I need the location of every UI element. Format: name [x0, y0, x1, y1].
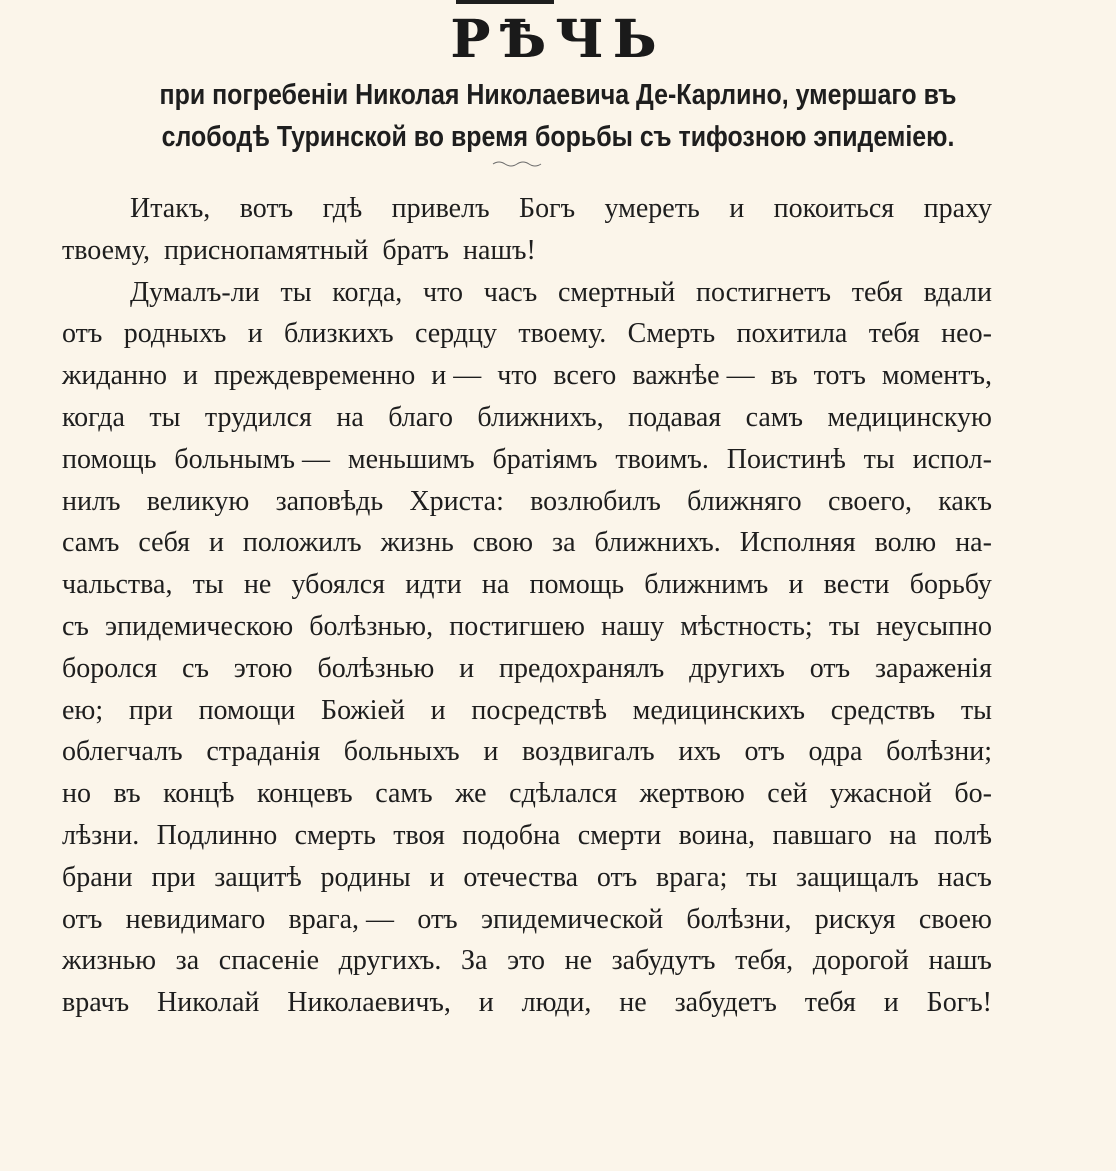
body-word: на-	[955, 527, 992, 559]
body-line	[62, 606, 992, 648]
body-word: концѣ	[163, 778, 235, 810]
body-line	[62, 940, 992, 982]
body-word: нилъ	[62, 485, 121, 517]
body-word: нашъ	[928, 945, 992, 977]
body-line	[62, 272, 992, 314]
top-rule	[456, 0, 554, 4]
body-line	[62, 982, 992, 1024]
body-word: тебя	[851, 276, 903, 308]
body-word: Христа:	[409, 485, 504, 517]
body-word: когда	[62, 401, 125, 433]
body-word: облегчалъ	[62, 736, 183, 768]
body-word: и	[183, 360, 198, 392]
body-word: Николаевичъ,	[287, 987, 451, 1019]
body-word: ужасной	[830, 778, 932, 810]
body-word: болѣзни;	[886, 736, 992, 768]
body-word: свою	[472, 527, 534, 559]
body-word: ближнихъ.	[594, 527, 721, 559]
body-word: жертвою	[639, 778, 745, 810]
body-word: забудетъ	[674, 987, 777, 1019]
body-word: привелъ	[391, 193, 490, 224]
body-word: и —	[431, 360, 482, 392]
body-word: отъ	[62, 903, 103, 935]
body-word: ты	[828, 610, 860, 642]
body-word: гдѣ	[322, 193, 363, 224]
body-word: Думалъ-ли	[130, 276, 260, 308]
body-word: концевъ	[257, 778, 353, 810]
body-word: воздвигалъ	[522, 736, 655, 768]
body-word: сердцу	[414, 318, 498, 350]
body-word: другихъ.	[338, 945, 442, 977]
body-word: и	[459, 652, 475, 684]
body-word: всего	[553, 360, 617, 392]
body-word: ближнимъ	[644, 569, 769, 601]
body-word: на	[336, 401, 364, 433]
body-word: помощи	[198, 694, 296, 726]
body-word: родины	[320, 861, 411, 893]
body-word: возлюбилъ	[530, 485, 661, 517]
body-word: нео-	[941, 318, 992, 350]
body-word: Поистинѣ	[726, 443, 846, 475]
body-line	[62, 481, 992, 523]
body-word: болѣзни,	[686, 903, 792, 935]
body-word: Божiей	[321, 694, 405, 726]
body-word: и	[429, 861, 445, 893]
body-word: смерть	[294, 819, 376, 851]
body-word: тебя,	[735, 945, 794, 977]
body-word: твоимъ.	[615, 443, 709, 475]
body-word: защищалъ	[796, 861, 919, 893]
body-word: не	[243, 569, 272, 601]
body-word: часъ	[483, 276, 538, 308]
body-word: жиданно	[62, 360, 167, 392]
body-word: врага;	[656, 861, 728, 893]
body-word: преждевременно	[214, 360, 416, 392]
body-word: и	[247, 318, 263, 350]
body-line	[62, 397, 992, 439]
body-word: вдали	[923, 276, 992, 308]
body-word: врачъ	[62, 987, 130, 1019]
body-word: приснопамятный	[163, 234, 369, 266]
body-line	[62, 313, 992, 355]
body-word: зараженiя	[875, 652, 992, 684]
body-word: отъ	[809, 652, 851, 684]
body-word: ты	[192, 569, 224, 601]
body-line	[62, 439, 992, 481]
body-line	[62, 731, 992, 773]
body-word: эпидемической	[480, 903, 664, 935]
body-word: и	[883, 987, 899, 1019]
body-word: и	[430, 694, 446, 726]
body-word: рискуя	[814, 903, 896, 935]
body-word: твоему.	[518, 318, 607, 350]
body-word: самъ	[62, 527, 120, 559]
body-word: врага, —	[288, 903, 395, 935]
body-line	[62, 522, 992, 564]
body-word: отъ	[62, 318, 103, 350]
body-word: себя	[138, 527, 190, 559]
body-word: отъ	[417, 903, 458, 935]
body-word: вотъ	[239, 193, 294, 224]
body-word: умереть	[604, 193, 700, 224]
body-word: бо-	[954, 778, 992, 810]
body-word: не	[619, 987, 647, 1019]
body-word: въ	[113, 778, 141, 810]
body-word: Богъ!	[926, 987, 992, 1019]
body-word: братiямъ	[492, 443, 598, 475]
body-word: тотъ	[813, 360, 866, 392]
body-word: и	[483, 736, 499, 768]
body-word: Итакъ,	[130, 193, 211, 224]
body-word: на	[481, 569, 510, 601]
body-word: эпидемическою	[105, 610, 294, 642]
body-word: Подлинно	[156, 819, 278, 851]
body-word: ею;	[62, 694, 104, 726]
body-word: защитѣ	[214, 861, 302, 893]
body-word: болѣзнью	[317, 652, 435, 684]
body-word: моментъ,	[881, 360, 992, 392]
body-word: отъ	[596, 861, 638, 893]
body-word: насъ	[937, 861, 992, 893]
body-line	[62, 230, 992, 272]
body-word: покоиться	[773, 193, 895, 224]
body-line	[62, 648, 992, 690]
body-word: забудутъ	[611, 945, 716, 977]
body-word: похитила	[736, 318, 848, 350]
body-word: дорогой	[812, 945, 909, 977]
body-line	[62, 564, 992, 606]
body-word: самъ	[375, 778, 433, 810]
body-word: средствъ	[830, 694, 936, 726]
body-word: Николай	[156, 987, 260, 1019]
body-word: меньшимъ	[347, 443, 475, 475]
body-word: невидимаго	[125, 903, 266, 935]
body-word: павшаго	[772, 819, 872, 851]
body-word: Богъ	[519, 193, 576, 224]
body-word: помощь	[62, 443, 157, 475]
body-word: какъ	[938, 485, 992, 517]
body-word: болѣзнью,	[309, 610, 434, 642]
body-word: брани	[62, 861, 133, 893]
body-word: посредствѣ	[471, 694, 607, 726]
body-word: борьбу	[909, 569, 992, 601]
body-word: спасенiе	[218, 945, 320, 977]
body-word: ты	[863, 443, 895, 475]
body-word: при	[151, 861, 196, 893]
body-word: одра	[808, 736, 863, 768]
body-word: Смерть	[627, 318, 716, 350]
body-word: люди,	[521, 987, 592, 1019]
body-word: За	[461, 945, 488, 977]
body-word: праху	[923, 193, 992, 224]
body-word: и	[208, 527, 224, 559]
body-word: не	[564, 945, 592, 977]
speech-title: РѢЧЬ	[450, 9, 666, 70]
body-word: благо	[388, 401, 453, 433]
body-word: воина,	[678, 819, 756, 851]
body-word: больныхъ	[343, 736, 460, 768]
body-word: постигнетъ	[695, 276, 831, 308]
body-word: медицинскихъ	[632, 694, 806, 726]
body-word: и	[478, 987, 494, 1019]
body-word: боролся	[62, 652, 158, 684]
body-word: Исполняя	[739, 527, 856, 559]
body-word: предохранялъ	[498, 652, 665, 684]
body-word: отечества	[463, 861, 579, 893]
body-word: ближнихъ,	[477, 401, 604, 433]
body-line	[62, 690, 992, 732]
body-word: трудился	[204, 401, 312, 433]
body-word: заповѣдь	[275, 485, 384, 517]
body-word: смерти	[577, 819, 662, 851]
body-word: твоя	[393, 819, 445, 851]
body-word: своею	[918, 903, 992, 935]
body-word: это	[507, 945, 545, 977]
body-line	[62, 899, 992, 941]
body-word: медицинскую	[827, 401, 992, 433]
body-word: съ	[182, 652, 209, 684]
body-word: же	[455, 778, 487, 810]
body-word: за	[552, 527, 576, 559]
body-word: родныхъ	[123, 318, 227, 350]
body-word: когда,	[332, 276, 403, 308]
body-word: подавая	[628, 401, 722, 433]
body-word: неусыпно	[876, 610, 992, 642]
body-word: мѣстность;	[680, 610, 813, 642]
body-word: самъ	[745, 401, 803, 433]
body-line	[62, 815, 992, 857]
subtitle-line: слободѣ Туринской во время борьбы съ тифозною эпидемiею.	[161, 121, 955, 153]
body-word: при	[128, 694, 173, 726]
body-line	[62, 857, 992, 899]
body-word: смертный	[557, 276, 676, 308]
body-word: нашъ!	[463, 234, 536, 266]
body-word: и	[729, 193, 745, 224]
body-word: твоему,	[62, 234, 150, 266]
body-word: жизнью	[62, 945, 157, 977]
body-word: тебя	[868, 318, 920, 350]
body-word: ты	[280, 276, 312, 308]
body-word: близкихъ	[284, 318, 394, 350]
body-word: въ	[770, 360, 798, 392]
body-word: на	[889, 819, 917, 851]
ornament-divider	[492, 160, 542, 168]
body-word: ихъ	[678, 736, 721, 768]
body-word: страданiя	[206, 736, 321, 768]
body-word: что	[497, 360, 538, 392]
body-word: полѣ	[934, 819, 992, 851]
body-word: этою	[233, 652, 293, 684]
body-line	[62, 188, 992, 230]
body-line	[62, 773, 992, 815]
body-word: жизнь	[380, 527, 454, 559]
body-word: важнѣе —	[632, 360, 755, 392]
body-word: волю	[874, 527, 937, 559]
body-word: вести	[823, 569, 890, 601]
speech-subtitle	[113, 74, 1004, 158]
body-word: ты	[960, 694, 992, 726]
body-word: ближняго	[687, 485, 802, 517]
body-word: сдѣлался	[509, 778, 617, 810]
body-word: сей	[767, 778, 808, 810]
body-word: испол-	[912, 443, 992, 475]
body-word: лѣзни.	[62, 819, 140, 851]
body-word: съ	[62, 610, 89, 642]
body-word: постигшею	[449, 610, 585, 642]
body-word: своего,	[827, 485, 912, 517]
body-word: больнымъ —	[174, 443, 331, 475]
body-word: великую	[146, 485, 250, 517]
body-word: убоялся	[291, 569, 386, 601]
body-word: ты	[149, 401, 181, 433]
body-word: отъ	[744, 736, 785, 768]
body-word: подобна	[462, 819, 561, 851]
body-word: помощь	[529, 569, 625, 601]
body-word: что	[423, 276, 463, 308]
body-word: за	[175, 945, 200, 977]
body-word: другихъ	[689, 652, 785, 684]
speech-body	[62, 188, 992, 1024]
body-word: положилъ	[242, 527, 362, 559]
body-word: тебя	[804, 987, 856, 1019]
body-word: нашу	[601, 610, 665, 642]
body-word: и	[788, 569, 804, 601]
body-word: но	[62, 778, 91, 810]
body-word: идти	[405, 569, 462, 601]
subtitle-line: при погребенiи Николая Николаевича Де-Карлино, умершаго въ	[159, 79, 957, 111]
body-word: ты	[746, 861, 778, 893]
body-line	[62, 355, 992, 397]
body-word: братъ	[382, 234, 450, 266]
body-word: чальства,	[62, 569, 173, 601]
